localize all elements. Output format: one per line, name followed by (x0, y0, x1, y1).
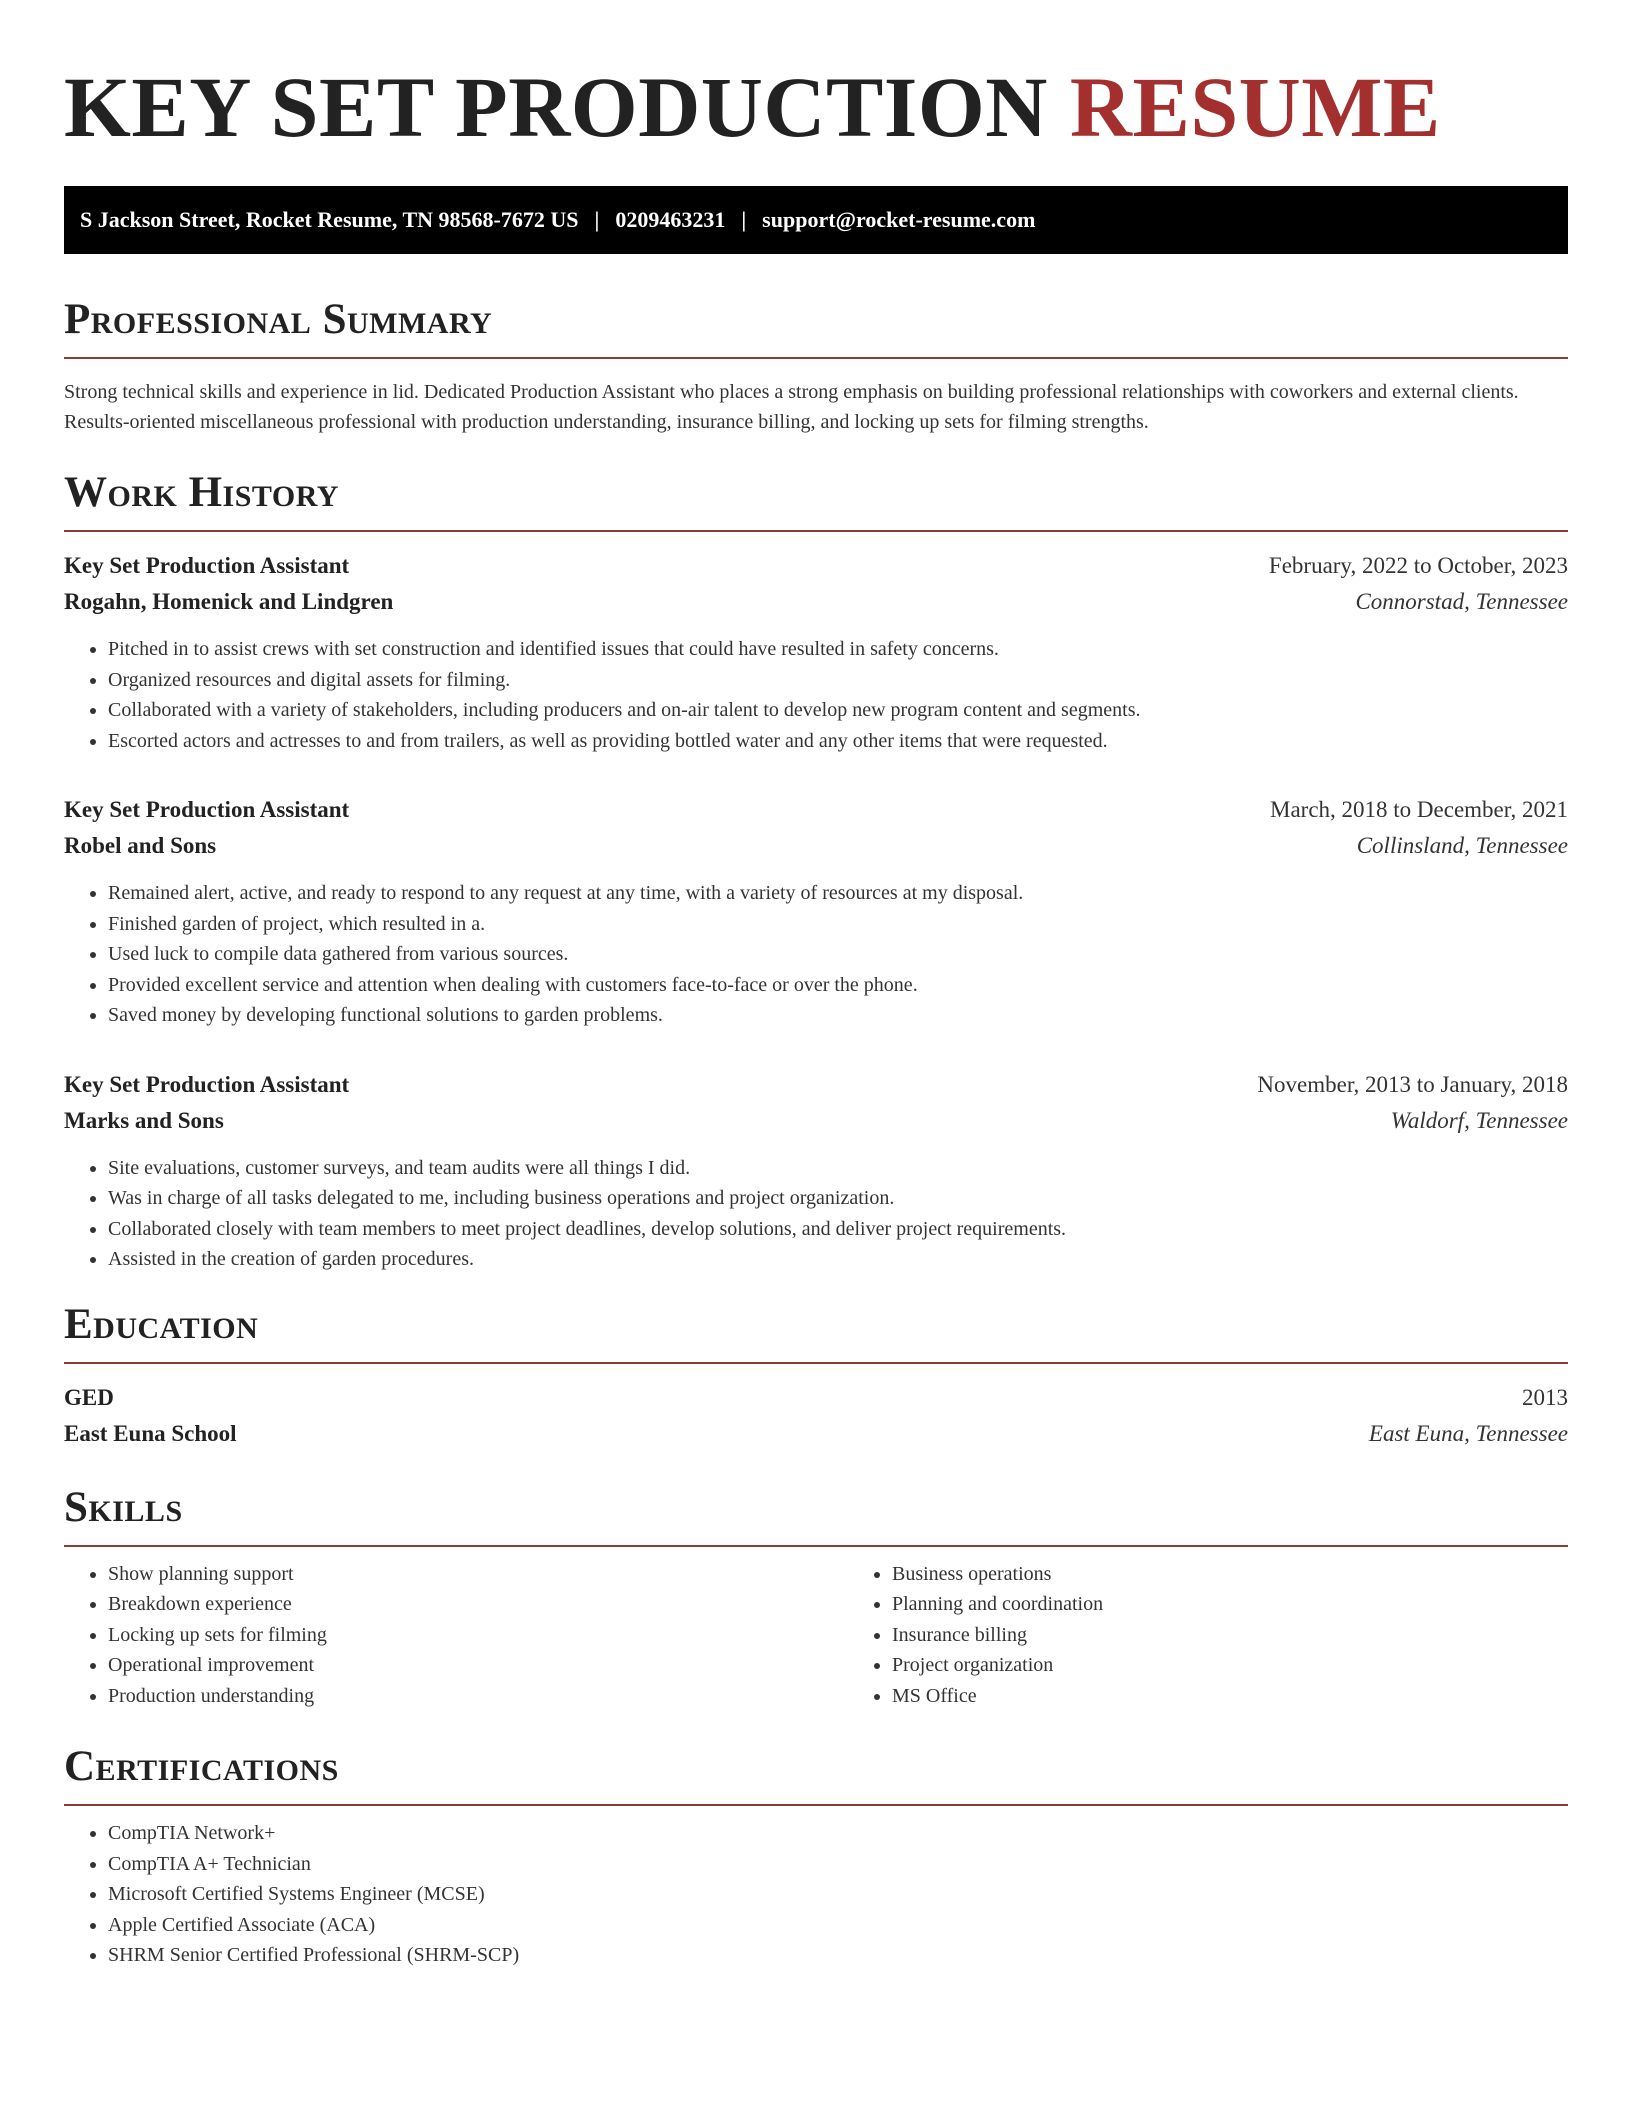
job-bullet: • Used luck to compile data gathered from various sources. (108, 939, 1568, 970)
skills-heading: Skills (64, 1483, 183, 1531)
certification-item: • CompTIA A+ Technician (108, 1849, 1568, 1880)
section-divider (64, 1545, 1568, 1547)
skill-item: • Breakdown experience (108, 1589, 848, 1620)
contact-email: support@rocket-resume.com (762, 207, 1036, 232)
education-school: East Euna School (64, 1420, 237, 1446)
education-school-row (64, 1416, 1568, 1452)
work-history-section (64, 471, 1568, 1275)
job-location: Connorstad, Tennessee (1355, 589, 1568, 614)
job-bullet: • Pitched in to assist crews with set construction and identified issues that could have resulted in safety concerns. (108, 634, 1568, 665)
education-entry (64, 1380, 1568, 1452)
section-divider (64, 1804, 1568, 1806)
job-bullet: • Was in charge of all tasks delegated to me, including business operations and project organization. (108, 1183, 1568, 1214)
education-location: East Euna, Tennessee (1368, 1420, 1568, 1446)
job-entry (64, 792, 1568, 1031)
job-bullet: • Provided excellent service and attention when dealing with customers face-to-face or over the phone. (108, 970, 1568, 1001)
job-title: Key Set Production Assistant (64, 553, 350, 578)
certification-item: • Microsoft Certified Systems Engineer (MCSE) (108, 1879, 1568, 1910)
job-bullet: • Remained alert, active, and ready to respond to any request at any time, with a variety of resources at my disposal. (108, 878, 1568, 909)
job-bullets (64, 1153, 1568, 1275)
job-company-row (64, 828, 1568, 864)
contact-address: S Jackson Street, Rocket Resume, TN 98568-7672 US (80, 207, 579, 232)
contact-separator: | (741, 207, 747, 232)
education-year: 2013 (1522, 1384, 1568, 1410)
skills-grid (64, 1559, 1568, 1712)
certification-item: • CompTIA Network+ (108, 1818, 1568, 1849)
job-bullet: • Site evaluations, customer surveys, and team audits were all things I did. (108, 1153, 1568, 1184)
education-heading: Education (64, 1300, 259, 1348)
job-company-row (64, 1103, 1568, 1139)
skills-list-right (848, 1559, 1568, 1712)
skills-list-left (64, 1559, 848, 1712)
skill-item: • Show planning support (108, 1559, 848, 1590)
summary-section (64, 298, 1568, 437)
contact-separator: | (594, 207, 600, 232)
job-company: Marks and Sons (64, 1107, 224, 1133)
education-degree-row (64, 1380, 1568, 1416)
certification-item: • SHRM Senior Certified Professional (SHRM-SCP) (108, 1940, 1568, 1971)
certifications-list (64, 1818, 1568, 1971)
job-bullet: • Saved money by developing functional solutions to garden problems. (108, 1000, 1568, 1031)
job-entry (64, 548, 1568, 756)
skill-item: • MS Office (892, 1681, 1568, 1712)
job-bullet: • Collaborated closely with team members to meet project deadlines, develop solutions, and deliver project requirements. (108, 1214, 1568, 1245)
skill-item: • Business operations (892, 1559, 1568, 1590)
job-bullets (64, 878, 1568, 1031)
job-title: Key Set Production Assistant (64, 1071, 350, 1097)
certifications-heading: Certifications (64, 1743, 339, 1790)
job-bullet: • Finished garden of project, which resulted in a. (108, 909, 1568, 940)
job-company: Robel and Sons (64, 833, 217, 858)
education-section (64, 1300, 1568, 1452)
job-dates: November, 2013 to January, 2018 (1257, 1071, 1568, 1097)
contact-bar (64, 186, 1568, 254)
skill-item: • Project organization (892, 1650, 1568, 1681)
job-title-row (64, 792, 1568, 828)
job-bullet: • Assisted in the creation of garden procedures. (108, 1244, 1568, 1275)
title-main: KEY SET PRODUCTION (64, 59, 1048, 155)
job-dates: March, 2018 to December, 2021 (1270, 797, 1568, 822)
job-bullet: • Collaborated with a variety of stakeholders, including producers and on-air talent to develop new program content and segments. (108, 695, 1568, 726)
job-company: Rogahn, Homenick and Lindgren (64, 589, 394, 614)
summary-text: Strong technical skills and experience in lid. Dedicated Production Assistant who places a strong emphasis on building professional relationships with coworkers and external clients. Results-oriented miscellaneous professional with production understanding, insurance billing, and locking up sets for filming strengths. (64, 381, 1519, 433)
job-title: Key Set Production Assistant (64, 797, 350, 822)
certification-item: • Apple Certified Associate (ACA) (108, 1910, 1568, 1941)
skills-section (64, 1483, 1568, 1712)
contact-phone: 0209463231 (615, 207, 726, 232)
skill-item: • Production understanding (108, 1681, 848, 1712)
education-degree: GED (64, 1384, 114, 1410)
skill-item: • Planning and coordination (892, 1589, 1568, 1620)
section-divider (64, 530, 1568, 532)
title-accent: RESUME (1069, 59, 1441, 155)
job-dates: February, 2022 to October, 2023 (1268, 553, 1568, 578)
skill-item: • Operational improvement (108, 1650, 848, 1681)
certifications-section (64, 1745, 1568, 1971)
job-title-row (64, 548, 1568, 584)
section-divider (64, 1362, 1568, 1364)
job-entry (64, 1067, 1568, 1275)
job-bullets (64, 634, 1568, 756)
section-divider (64, 357, 1568, 359)
job-bullet: • Organized resources and digital assets for filming. (108, 665, 1568, 696)
work-history-heading: Work History (64, 469, 339, 516)
job-bullet: • Escorted actors and actresses to and from trailers, as well as providing bottled water and any other items that were requested. (108, 726, 1568, 757)
skill-item: • Locking up sets for filming (108, 1620, 848, 1651)
summary-heading: Professional Summary (64, 296, 493, 343)
skill-item: • Insurance billing (892, 1620, 1568, 1651)
job-company-row (64, 584, 1568, 620)
job-location: Waldorf, Tennessee (1390, 1107, 1568, 1133)
job-title-row (64, 1067, 1568, 1103)
job-location: Collinsland, Tennessee (1356, 833, 1568, 858)
resume-title (64, 56, 1568, 155)
